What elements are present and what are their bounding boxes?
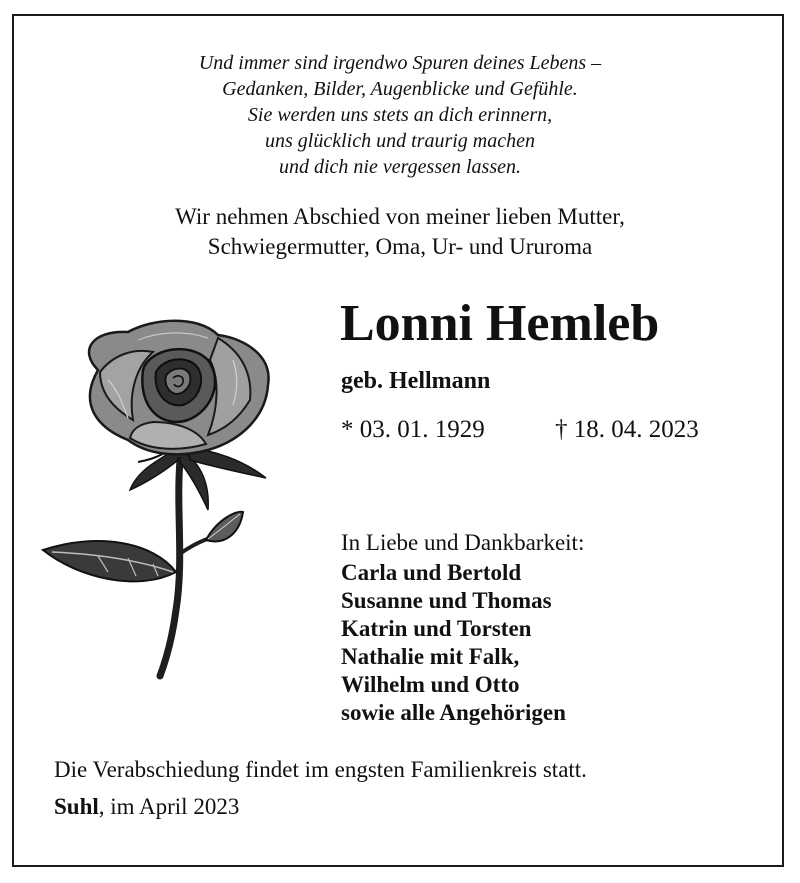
maiden-name: geb. Hellmann xyxy=(341,368,491,394)
poem-line: Und immer sind irgendwo Spuren deines Lebens – xyxy=(198,52,602,74)
intro-line: Schwiegermutter, Oma, Ur- und Ururoma xyxy=(207,234,593,259)
mourners-heading: In Liebe und Dankbarkeit: xyxy=(341,530,585,555)
poem-line: Sie werden uns stets an dich erinnern, xyxy=(247,104,553,126)
mourner-entry: Nathalie mit Falk, xyxy=(341,644,520,669)
intro-line: Wir nehmen Abschied von meiner lieben Mutter, xyxy=(175,204,625,229)
poem-line: Gedanken, Bilder, Augenblicke und Gefühle. xyxy=(222,78,578,100)
poem xyxy=(0,50,800,180)
mourner-entry: Wilhelm und Otto xyxy=(341,672,520,697)
poem-line: und dich nie vergessen lassen. xyxy=(279,156,521,178)
date: , im April 2023 xyxy=(98,794,240,819)
poem-line: uns glücklich und traurig machen xyxy=(265,130,535,152)
mourner-entry: Susanne und Thomas xyxy=(341,588,552,613)
rose-icon xyxy=(38,310,278,680)
farewell-intro xyxy=(0,202,800,262)
funeral-notice: Die Verabschiedung findet im engsten Familienkreis statt. xyxy=(54,757,587,782)
place: Suhl xyxy=(54,794,99,819)
mourner-entry: Katrin und Torsten xyxy=(341,616,532,641)
mourner-entry: Carla und Bertold xyxy=(341,560,522,585)
place-date xyxy=(54,792,239,822)
deceased-name: Lonni Hemleb xyxy=(340,295,660,352)
birth-date: * 03. 01. 1929 xyxy=(341,416,485,443)
death-date: † 18. 04. 2023 xyxy=(555,416,699,443)
mourners-list xyxy=(341,559,566,727)
mourner-entry: sowie alle Angehörigen xyxy=(341,700,566,725)
